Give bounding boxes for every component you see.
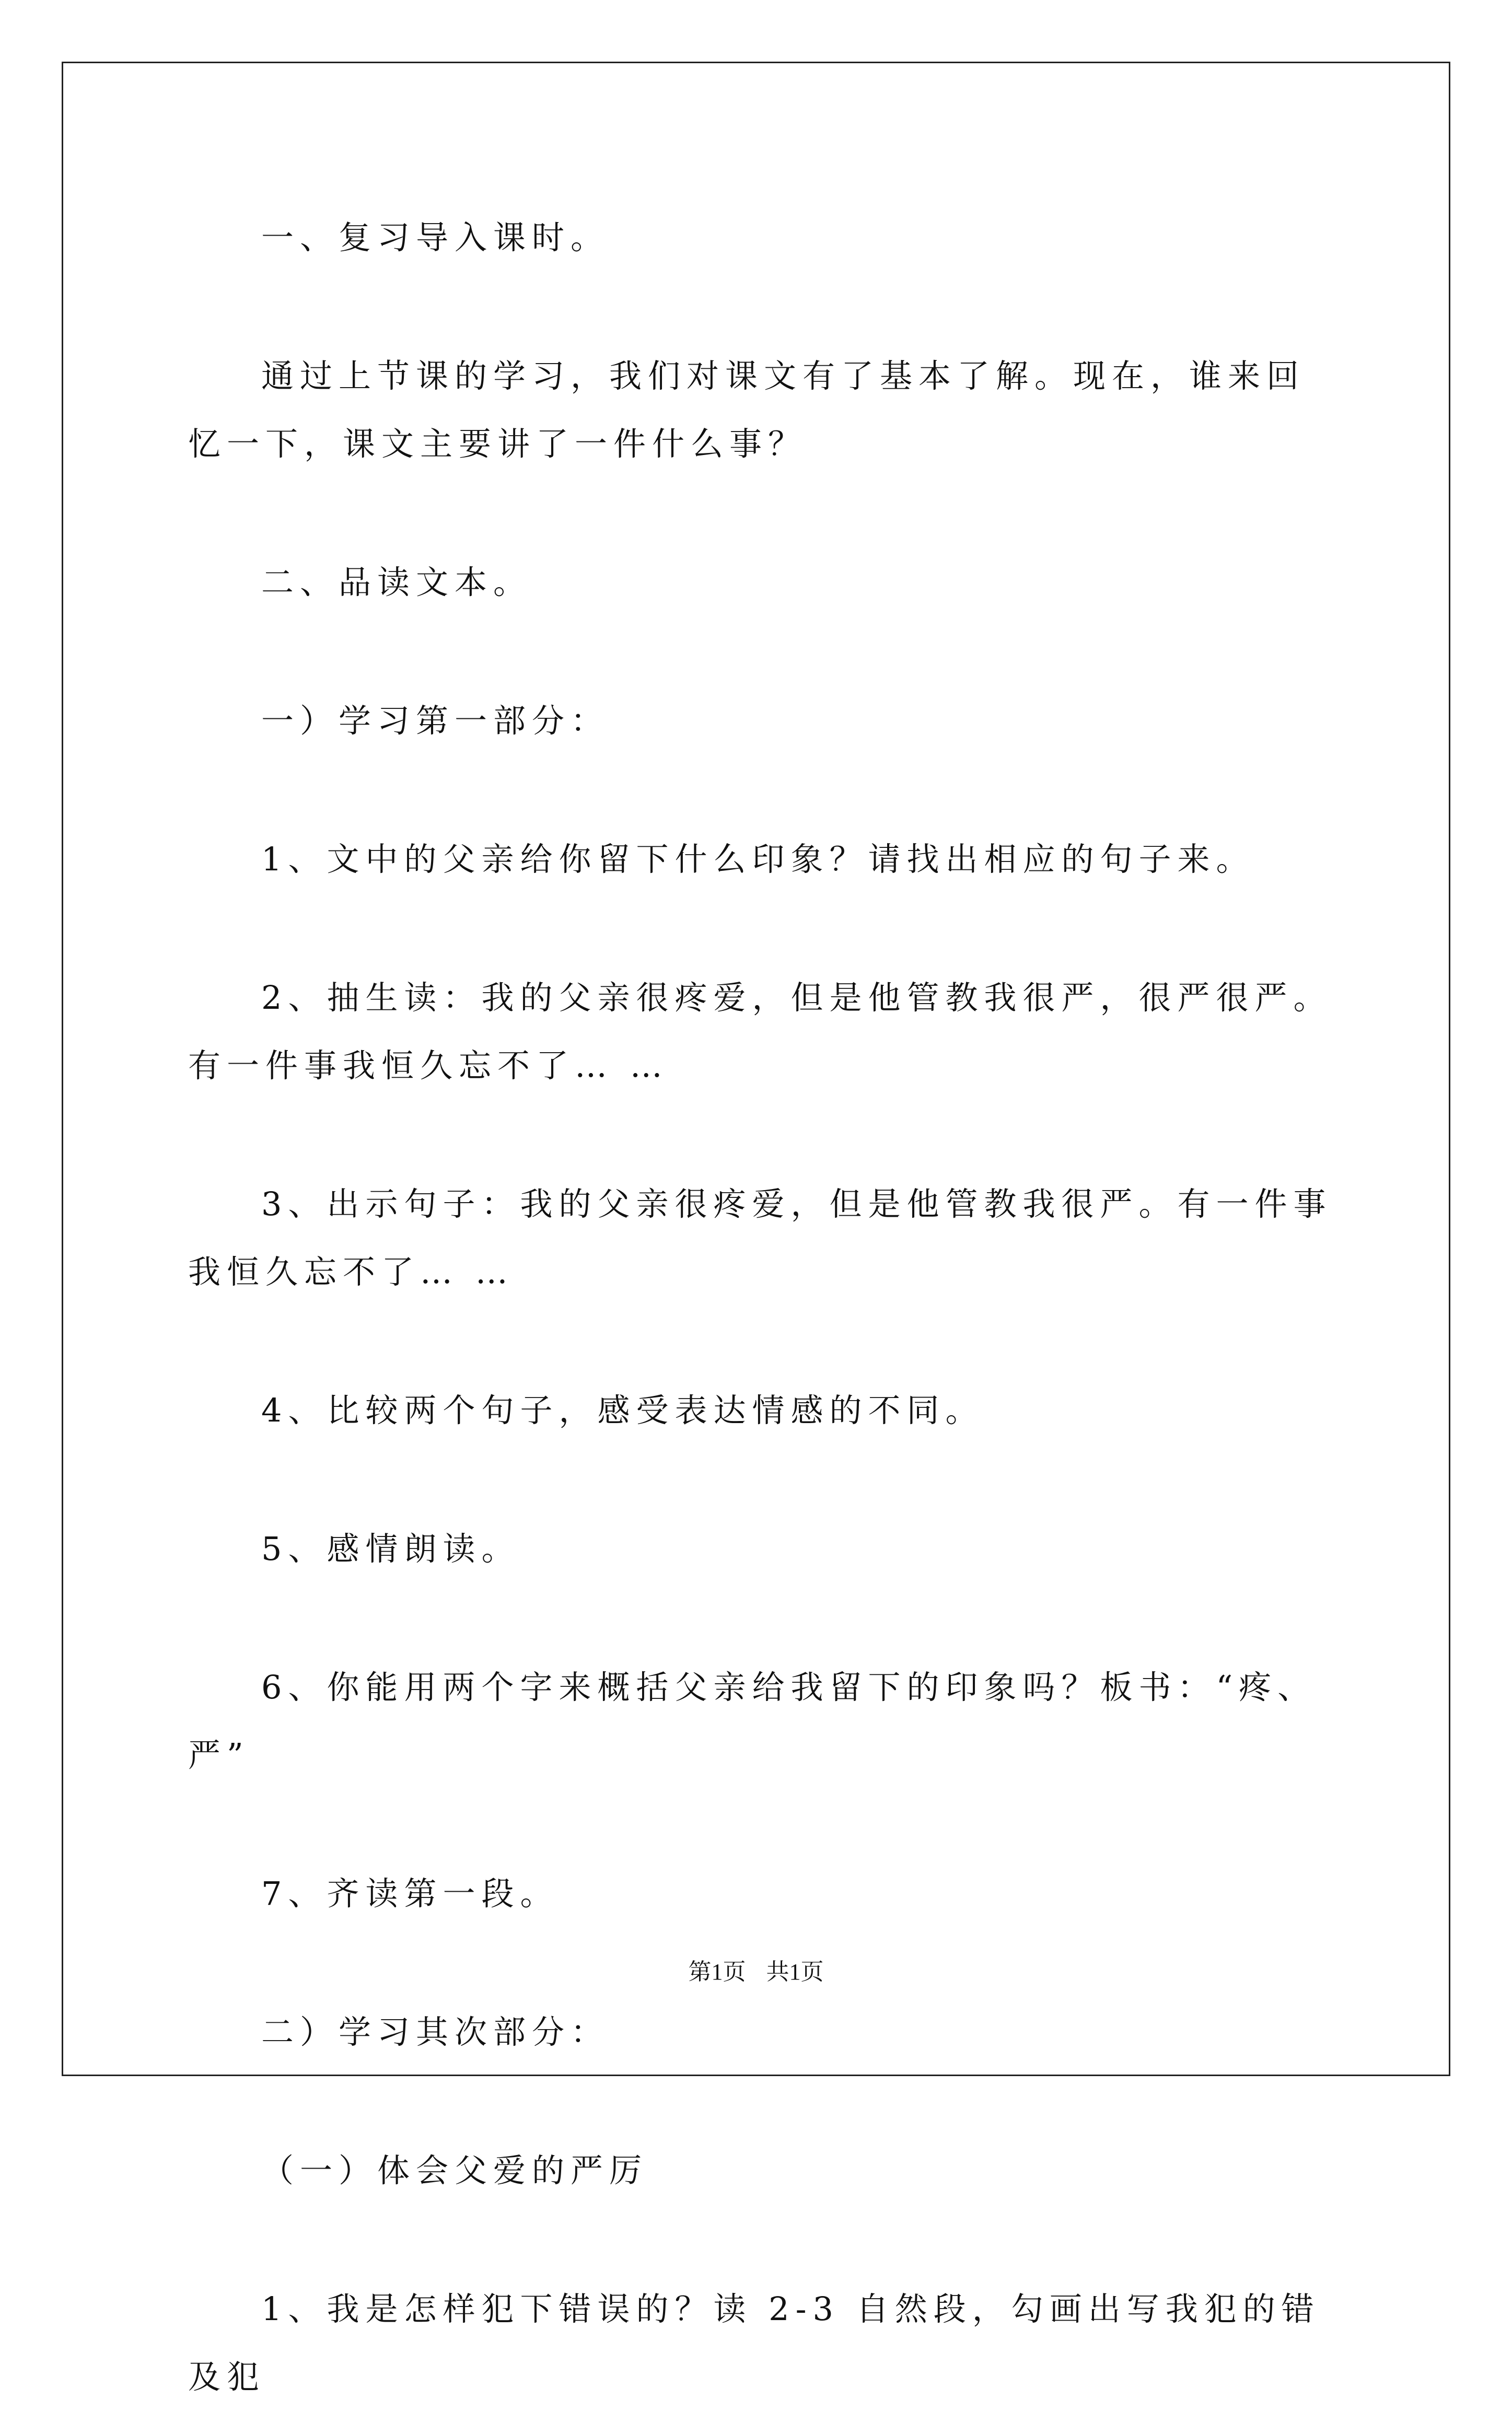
paragraph-6: 2、抽生读：我的父亲很疼爱，但是他管教我很严，很严很严。有一件事我恒久忘不了… … (188, 979, 1332, 1085)
paragraph-11: 7、齐读第一段。 (261, 1874, 559, 1913)
paragraph-1: 一、复习导入课时。 (261, 218, 610, 257)
paragraph-14: 1、我是怎样犯下错误的？读 2-3 自然段，勾画出写我犯的错及犯 (188, 2290, 1320, 2396)
paragraph-3: 二、品读文本。 (261, 563, 532, 601)
paragraph-12: 二）学习其次部分： (261, 2013, 610, 2051)
paragraph-5: 1、文中的父亲给你留下什么印象？请找出相应的句子来。 (261, 840, 1255, 878)
paragraph-7: 3、出示句子：我的父亲很疼爱，但是他管教我很严。有一件事我恒久忘不了… … (188, 1185, 1332, 1291)
paragraph-2: 通过上节课的学习，我们对课文有了基本了解。现在，谁来回忆一下，课文主要讲了一件什么事？ (188, 357, 1306, 463)
page-footer (0, 1953, 1512, 1986)
paragraph-8: 4、比较两个句子，感受表达情感的不同。 (261, 1391, 984, 1429)
paragraph-4: 一）学习第一部分： (261, 702, 610, 740)
page-number-total: 共1页 (766, 1959, 824, 1985)
document-body (188, 204, 1332, 2411)
paragraph-9: 5、感情朗读。 (261, 1530, 520, 1568)
paragraph-10: 6、你能用两个字来概括父亲给我留下的印象吗？板书：“疼、严” (188, 1668, 1317, 1774)
page-number-current: 第1页 (688, 1959, 746, 1985)
paragraph-13: （一）体会父爱的严厉 (261, 2151, 648, 2189)
